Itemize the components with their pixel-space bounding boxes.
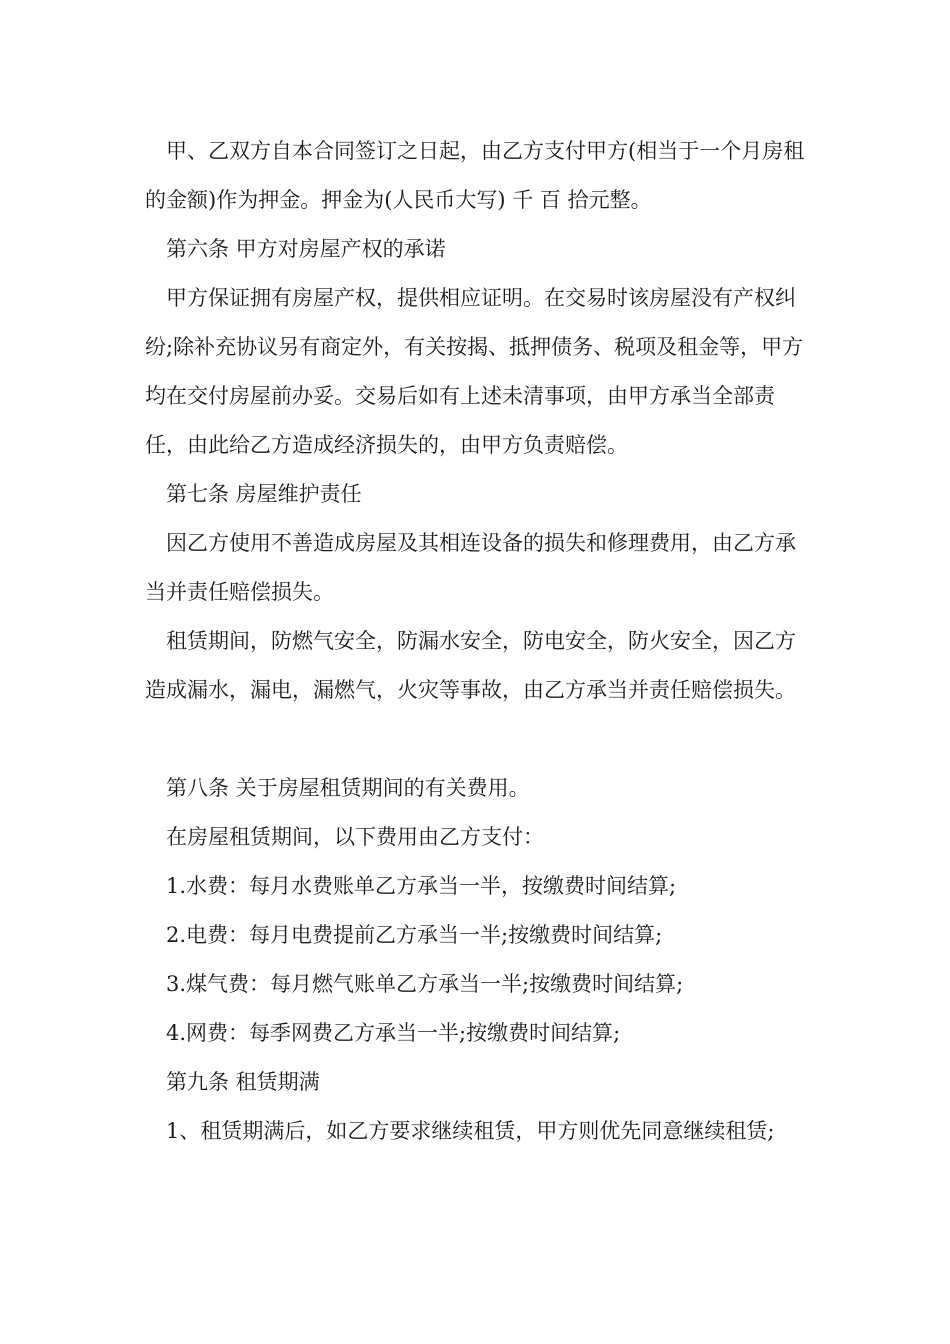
paragraph-ownership-guarantee: 甲方保证拥有房屋产权，提供相应证明。在交易时该房屋没有产权纠纷;除补充协议另有商定外，有关按揭、抵押债务、税项及租金等，甲方均在交付房屋前办妥。交易后如有上述未清事项，由甲方承当全部责任，由此给乙方造成经济损失的，由甲方负责赔偿。 <box>145 286 804 457</box>
paragraph-safety-liability: 租赁期间，防燃气安全，防漏水安全，防电安全，防火安全，因乙方造成漏水，漏电，漏燃气，火灾等事故，由乙方承当并责任赔偿损失。 <box>145 629 796 702</box>
heading-article-8: 第八条 关于房屋租赁期间的有关费用。 <box>166 776 530 800</box>
list-item-internet-fee: 4.网费：每季网费乙方承当一半;按缴费时间结算; <box>166 1021 621 1045</box>
heading-article-9: 第九条 租赁期满 <box>166 1070 320 1094</box>
paragraph-deposit: 甲、乙双方自本合同签订之日起，由乙方支付甲方(相当于一个月房租的金额)作为押金。押金为(人民币大写) 千 百 拾元整。 <box>145 139 805 212</box>
paragraph-fees-intro: 在房屋租赁期间，以下费用由乙方支付： <box>166 825 544 849</box>
paragraph-lease-renewal: 1、租赁期满后，如乙方要求继续租赁，甲方则优先同意继续租赁; <box>166 1119 775 1143</box>
heading-article-7: 第七条 房屋维护责任 <box>166 482 362 506</box>
list-item-gas-fee: 3.煤气费：每月燃气账单乙方承当一半;按缴费时间结算; <box>166 972 684 996</box>
list-item-electricity-fee: 2.电费：每月电费提前乙方承当一半;按缴费时间结算; <box>166 923 663 947</box>
list-item-water-fee: 1.水费：每月水费账单乙方承当一半，按缴费时间结算; <box>166 874 677 898</box>
heading-article-6: 第六条 甲方对房屋产权的承诺 <box>166 237 446 261</box>
paragraph-damage-liability: 因乙方使用不善造成房屋及其相连设备的损失和修理费用，由乙方承当并责任赔偿损失。 <box>145 531 796 604</box>
